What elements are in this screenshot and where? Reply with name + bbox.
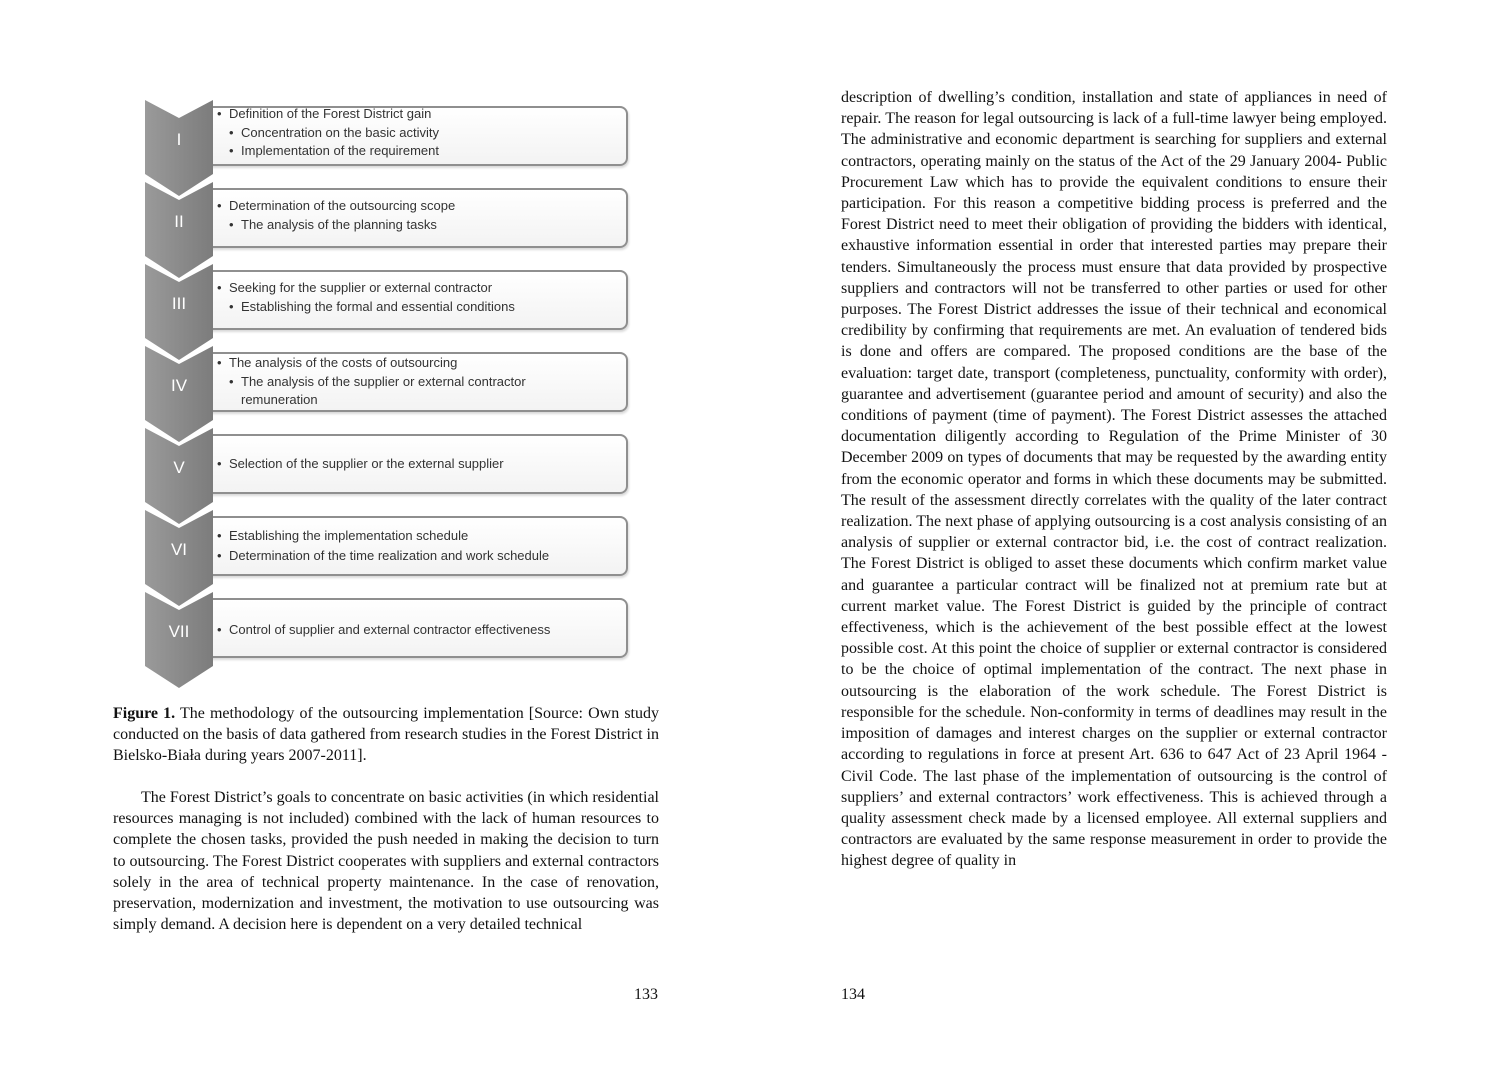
step-6-bullet-1: • Establishing the implementation schedule (217, 526, 622, 546)
step-4-bullet-1: • The analysis of the costs of outsourcing (217, 353, 622, 373)
right-page (750, 0, 1500, 1068)
step-1-bullet-1: • Definition of the Forest District gain (217, 104, 622, 124)
step-1-bullets (217, 104, 622, 160)
step-7 (145, 592, 630, 688)
step-6-bullets (217, 526, 622, 566)
step-5-numeral: V (173, 458, 185, 477)
figure-caption-text: The methodology of the outsourcing implementation [Source: Own study conducted on the basis of data gathered from research studies in the Forest District in Bielsko-Biała during years 2007-2011]. (113, 705, 660, 764)
step-1-bullet-2: • Concentration on the basic activity (229, 124, 622, 142)
step-2-bullets (217, 196, 622, 234)
step-1-bullet-3: • Implementation of the requirement (229, 142, 622, 160)
step-6-numeral: VI (170, 540, 188, 559)
step-2-bullet-2: • The analysis of the planning tasks (229, 216, 622, 234)
figure-caption (113, 703, 659, 766)
step-2-bullet-1: • Determination of the outsourcing scope (217, 196, 622, 216)
step-3-numeral: III (171, 294, 187, 313)
step-3-bullets (217, 278, 622, 316)
page-number-right: 134 (841, 986, 865, 1003)
step-3-bullet-2: • Establishing the formal and essential conditions (229, 298, 622, 316)
step-5-bullets (217, 454, 622, 474)
step-4-bullets (217, 353, 622, 409)
outsourcing-methodology-diagram (145, 100, 630, 700)
step-4-numeral: IV (170, 376, 188, 395)
step-7-bullet-1: • Control of supplier and external contractor effectiveness (217, 620, 622, 640)
step-2-numeral: II (174, 212, 184, 231)
figure-caption-label: Figure 1. (113, 705, 176, 722)
step-3-bullet-1: • Seeking for the supplier or external contractor (217, 278, 622, 298)
step-7-numeral: VII (168, 622, 190, 641)
left-body-paragraph: The Forest District’s goals to concentrate on basic activities (in which residential resources managing is not included) combined with the lack of human resources to complete the chosen tasks, provided the push needed in making the decision to turn to outsourcing. The Forest District cooperates with suppliers and external contractors solely in the area of technical property maintenance. In the case of renovation, preservation, modernization and investment, the motivation to use outsourcing was simply demand. A decision here is dependent on a very detailed technical (113, 789, 659, 934)
step-5-bullet-1: • Selection of the supplier or the external supplier (217, 454, 622, 474)
page-number-left: 133 (634, 986, 658, 1003)
step-1-numeral: I (176, 130, 182, 149)
step-6-bullet-2: • Determination of the time realization and work schedule (217, 546, 622, 566)
step-7-bullets (217, 620, 622, 640)
right-body-paragraph: description of dwelling’s condition, installation and state of appliances in need of repair. The reason for legal outsourcing is lack of a full-time lawyer being employed. The administrative and economic department is searching for suppliers and external contractors, operating mainly on the status of the Act of the 29 January 2004- Public Procurement Law which has to provide the equivalent conditions to ensure their participation. For this reason a competitive bidding process is preferred and the Forest District need to meet their obligation of providing the bidders with identical, exhaustive information essential in order that interested parties may prepare their tenders. Simultaneously the process must ensure that data provided by prospective suppliers and contractors will not be transferred to other parties or used for other purposes. The Forest District addresses the issue of their technical and economical credibility by confirming that requirements are met. An evaluation of tendered bids is done and offers are compared. The proposed conditions are the base of the evaluation: target date, transport (completeness, punctuality, conformity with order), guarantee and advertisement (guarantee period and amount of security) and also the conditions of payment (time of payment). The Forest District assesses the attached documentation diligently according to Regulation of the Prime Minister of 30 December 2009 on types of documents that may be requested by the awarding entity from the economic operator and forms in which these documents may be submitted. The result of the assessment directly correlates with the quality of the later contract realization. The next phase of applying outsourcing is a cost analysis consisting of an analysis of supplier or external contractor bid, i.e. the cost of contract realization. The Forest District is obliged to asset these documents which confirm market value and guarantee a particular contract will be finalized not at premium rate but at current market value. The Forest District is guided by the principle of contract effectiveness, which is the achievement of the best possible effect at the lowest possible cost. At this point the choice of supplier or external contractor is considered to be the choice of optimal implementation of the contract. The next phase in outsourcing is the elaboration of the work schedule. The Forest District is responsible for the schedule. Non-conformity in terms of deadlines may result in the imposition of damages and interest charges on the supplier or external contractor according to regulations in force at present Art. 636 to 647 Act of 23 April 1964 - Civil Code. The last phase of the implementation of outsourcing is the control of suppliers’ and external contractors’ work effectiveness. This is achieved through a quality assessment check made by a licensed employee. All external suppliers and contractors are evaluated by the same response measurement in order to provide the highest degree of quality in (841, 89, 1387, 870)
step-4-bullet-2: • The analysis of the supplier or external contractor remuneration (229, 373, 571, 409)
